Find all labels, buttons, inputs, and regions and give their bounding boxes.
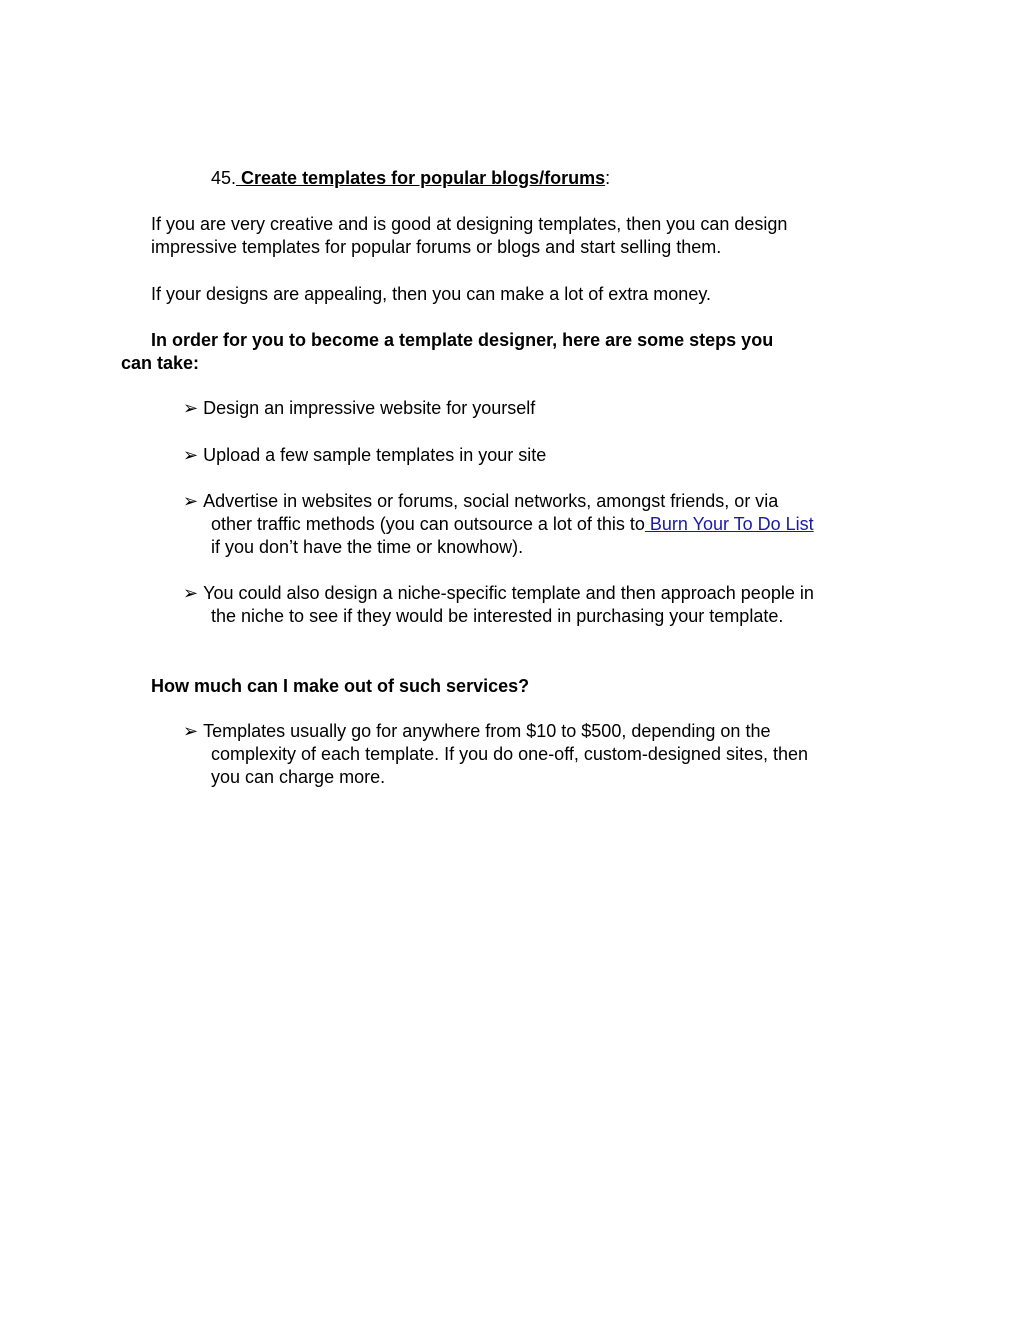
arrow-bullet-icon: ➢	[183, 398, 199, 418]
pricing-question-heading: How much can I make out of such services?	[151, 676, 530, 696]
intro-paragraph-line-1: If you are very creative and is good at designing templates, then you can design	[151, 214, 788, 234]
list-item	[183, 582, 814, 605]
list-item	[183, 490, 778, 513]
list-item-text: Design an impressive website for yourself	[203, 398, 536, 418]
arrow-bullet-icon: ➢	[183, 491, 199, 511]
list-item	[183, 720, 770, 743]
list-item-continuation: if you don’t have the time or knowhow).	[211, 537, 524, 557]
list-item-text: You could also design a niche-specific template and then approach people in	[203, 583, 814, 603]
steps-heading-line-1: In order for you to become a template designer, here are some steps you	[151, 330, 774, 350]
intro-paragraph-line-2: impressive templates for popular forums or blogs and start selling them.	[151, 237, 722, 257]
appeal-paragraph: If your designs are appealing, then you can make a lot of extra money.	[151, 284, 711, 304]
arrow-bullet-icon: ➢	[183, 721, 199, 741]
section-heading	[211, 167, 610, 190]
list-item	[183, 397, 535, 420]
list-item-continuation: the niche to see if they would be interested in purchasing your template.	[211, 606, 784, 626]
steps-heading-line-2: can take:	[121, 353, 200, 373]
section-number: 45.	[211, 168, 237, 188]
list-item-text: Advertise in websites or forums, social networks, amongst friends, or via	[203, 491, 779, 511]
list-item-continuation	[211, 513, 814, 536]
arrow-bullet-icon: ➢	[183, 583, 199, 603]
arrow-bullet-icon: ➢	[183, 445, 199, 465]
section-title-suffix: :	[605, 168, 611, 188]
list-item-text: other traffic methods (you can outsource a lot of this to	[211, 514, 645, 534]
section-title: Create templates for popular blogs/forums	[236, 168, 606, 188]
list-item-continuation: you can charge more.	[211, 767, 386, 787]
list-item	[183, 444, 546, 467]
list-item-text: Templates usually go for anywhere from $10 to $500, depending on the	[203, 721, 771, 741]
list-item-continuation: complexity of each template. If you do one-off, custom-designed sites, then	[211, 744, 808, 764]
list-item-text: Upload a few sample templates in your site	[203, 445, 547, 465]
burn-your-to-do-list-link[interactable]: Burn Your To Do List	[644, 514, 814, 534]
